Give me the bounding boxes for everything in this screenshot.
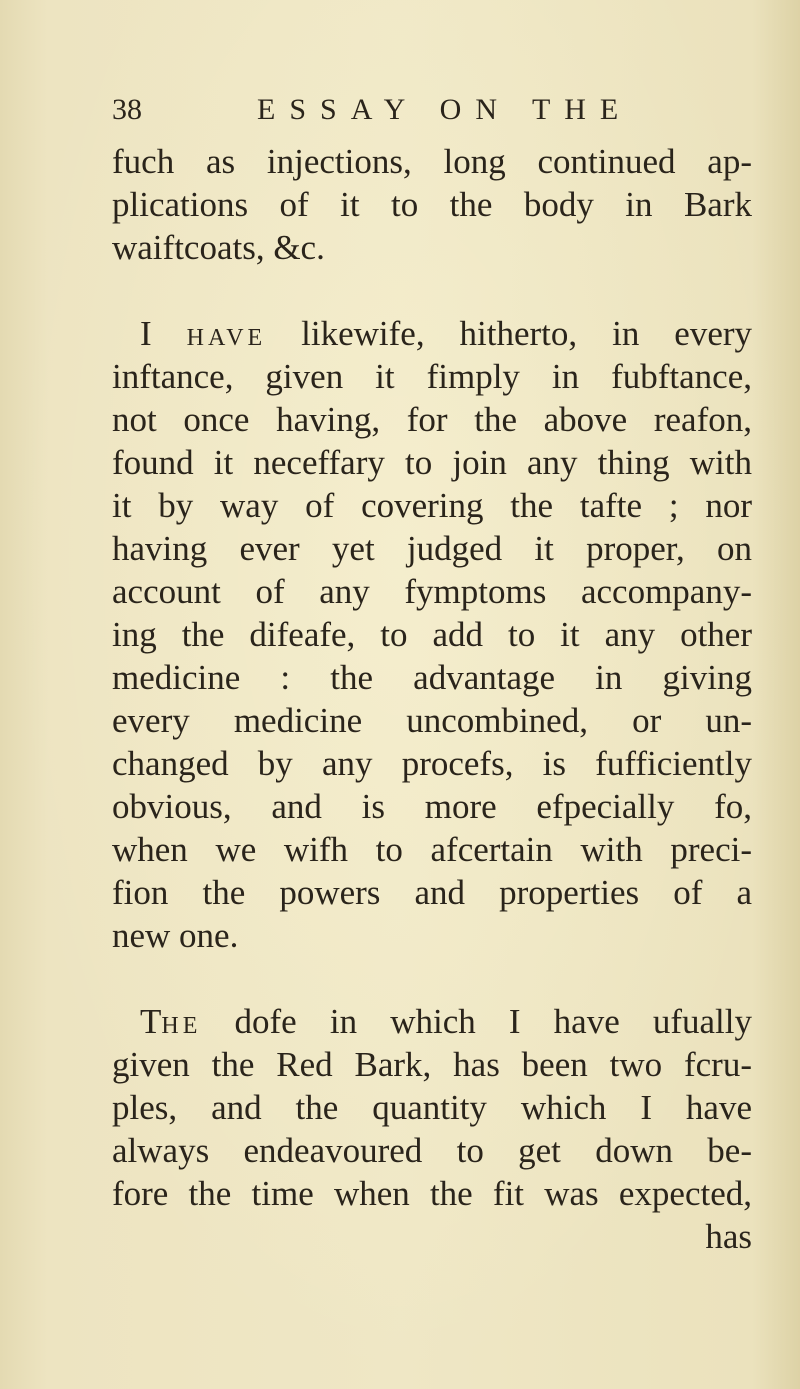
paragraph-first-line-text: likewife, hitherto, in every bbox=[301, 314, 753, 353]
text-line: it by way of covering the tafte ; nor bbox=[112, 486, 752, 525]
text-line: inftance, given it fimply in fubftance, bbox=[112, 357, 752, 396]
paragraph-first-line bbox=[112, 1000, 752, 1043]
text-line: when we wifh to afcertain with preci- bbox=[112, 830, 752, 869]
text-line: medicine : the advantage in giving bbox=[112, 658, 752, 697]
text-line: obvious, and is more efpecially fo, bbox=[112, 787, 752, 826]
paragraph-initial: I bbox=[140, 314, 152, 353]
paragraph-first-line bbox=[112, 312, 752, 355]
text-line: account of any fymptoms accompany- bbox=[112, 572, 752, 611]
text-line: fuch as injections, long continued ap- bbox=[112, 142, 752, 181]
text-line: waiftcoats, &c. bbox=[112, 228, 325, 267]
catchword: has bbox=[705, 1217, 752, 1256]
running-head bbox=[112, 93, 732, 135]
text-line: plications of it to the body in Bark bbox=[112, 185, 752, 224]
text-line: having ever yet judged it proper, on bbox=[112, 529, 752, 568]
page-number: 38 bbox=[112, 93, 142, 126]
text-line: fore the time when the fit was expected, bbox=[112, 1174, 752, 1213]
paragraph-lead-smallcaps: HE bbox=[161, 1013, 202, 1039]
text-line: ples, and the quantity which I have bbox=[112, 1088, 752, 1127]
text-line: every medicine uncombined, or un- bbox=[112, 701, 752, 740]
text-line: fion the powers and properties of a bbox=[112, 873, 752, 912]
body-text bbox=[112, 140, 752, 1258]
text-line: new one. bbox=[112, 916, 239, 955]
paragraph-initial: T bbox=[140, 1002, 162, 1041]
paragraph-first-line-text: dofe in which I have ufually bbox=[234, 1002, 753, 1041]
text-line: found it neceffary to join any thing with bbox=[112, 443, 752, 482]
running-title: ESSAY ON THE bbox=[257, 93, 633, 126]
text-line: not once having, for the above reafon, bbox=[112, 400, 752, 439]
paragraph-gap bbox=[112, 957, 752, 1000]
text-line: always endeavoured to get down be- bbox=[112, 1131, 752, 1170]
text-line: given the Red Bark, has been two fcru- bbox=[112, 1045, 752, 1084]
text-line: changed by any procefs, is fufficiently bbox=[112, 744, 752, 783]
paragraph-gap bbox=[112, 269, 752, 312]
text-line: ing the difeafe, to add to it any other bbox=[112, 615, 752, 654]
paragraph-lead-smallcaps: HAVE bbox=[186, 325, 267, 351]
